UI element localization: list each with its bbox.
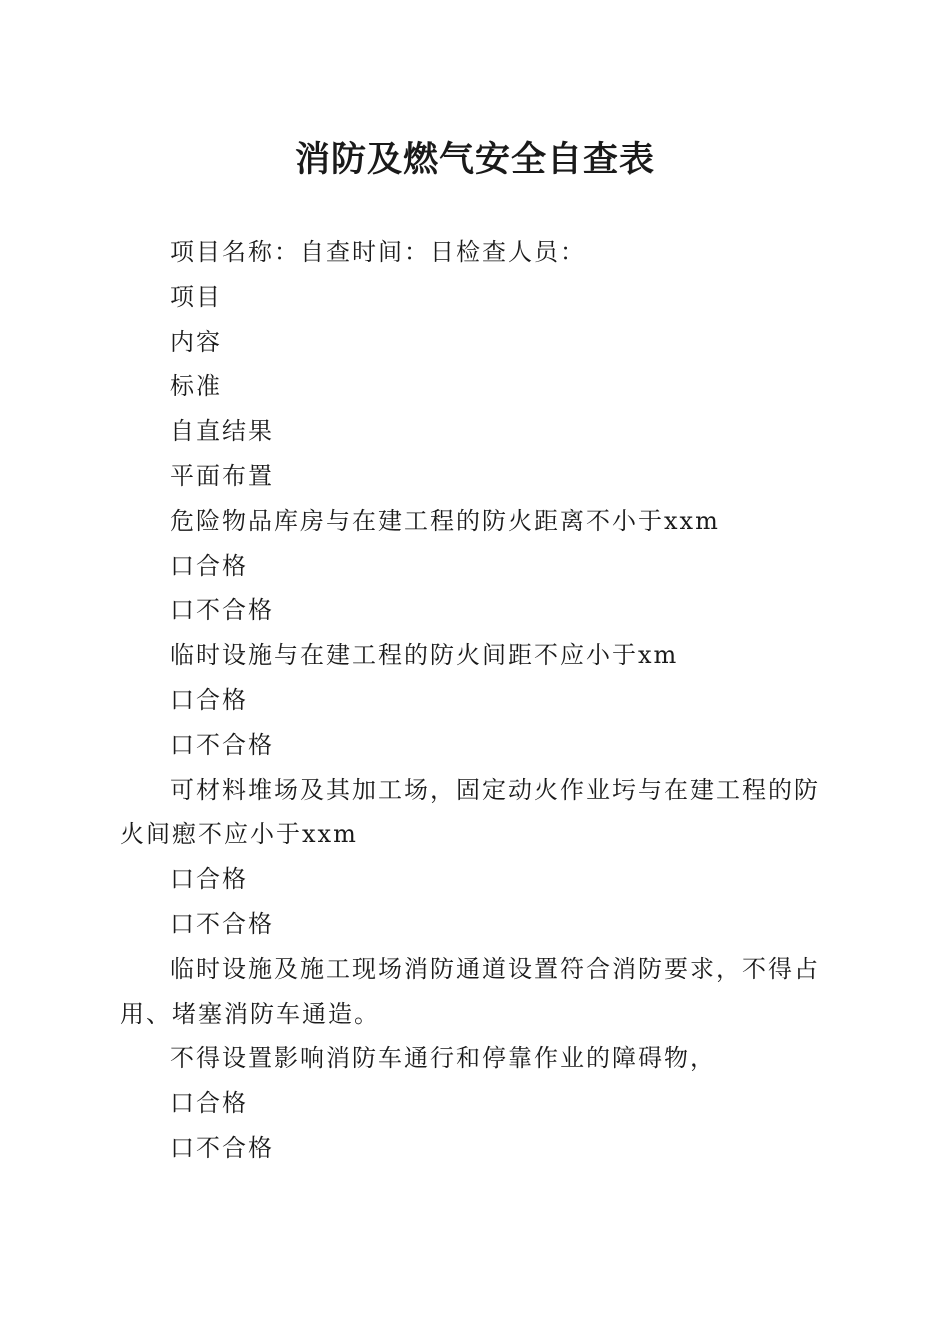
column-label-project: 项目 (170, 282, 222, 311)
result-option-pass: 口合格 (170, 1089, 248, 1118)
column-label-standard: 标准 (170, 372, 222, 401)
column-label-result: 自直结果 (170, 417, 274, 446)
check-item-text: 临时设施及施工现场消防通道设置符合消防要求，不得占用、堵塞消防车通造。 (120, 954, 820, 1028)
section-heading-layout: 平面布置 (170, 461, 274, 490)
result-option-pass: 口合格 (170, 865, 248, 894)
result-option-fail: 口不合格 (170, 909, 274, 938)
check-item-text: 可材料堆场及其加工场，固定动火作业圬与在建工程的防火间瘛不应小于xxm (120, 775, 820, 849)
check-item-text: 危险物品库房与在建工程的防火距离不小于xxm (170, 506, 720, 535)
page-title: 消防及燃气安全自查表 (294, 139, 655, 180)
result-option-fail: 口不合格 (170, 730, 274, 759)
check-item-text: 临时设施与在建工程的防火间距不应小于xm (170, 641, 679, 670)
result-option-fail: 口不合格 (170, 596, 274, 625)
result-option-fail: 口不合格 (170, 1133, 274, 1162)
document-body (120, 230, 830, 1171)
check-item-text: 不得设置影响消防车通行和停靠作业的障碍物， (170, 1044, 716, 1073)
result-option-pass: 口合格 (170, 551, 248, 580)
header-info-line: 项目名称：自查时间：日检查人员： (170, 238, 586, 266)
column-label-content: 内容 (170, 327, 222, 356)
result-option-pass: 口合格 (170, 685, 248, 714)
